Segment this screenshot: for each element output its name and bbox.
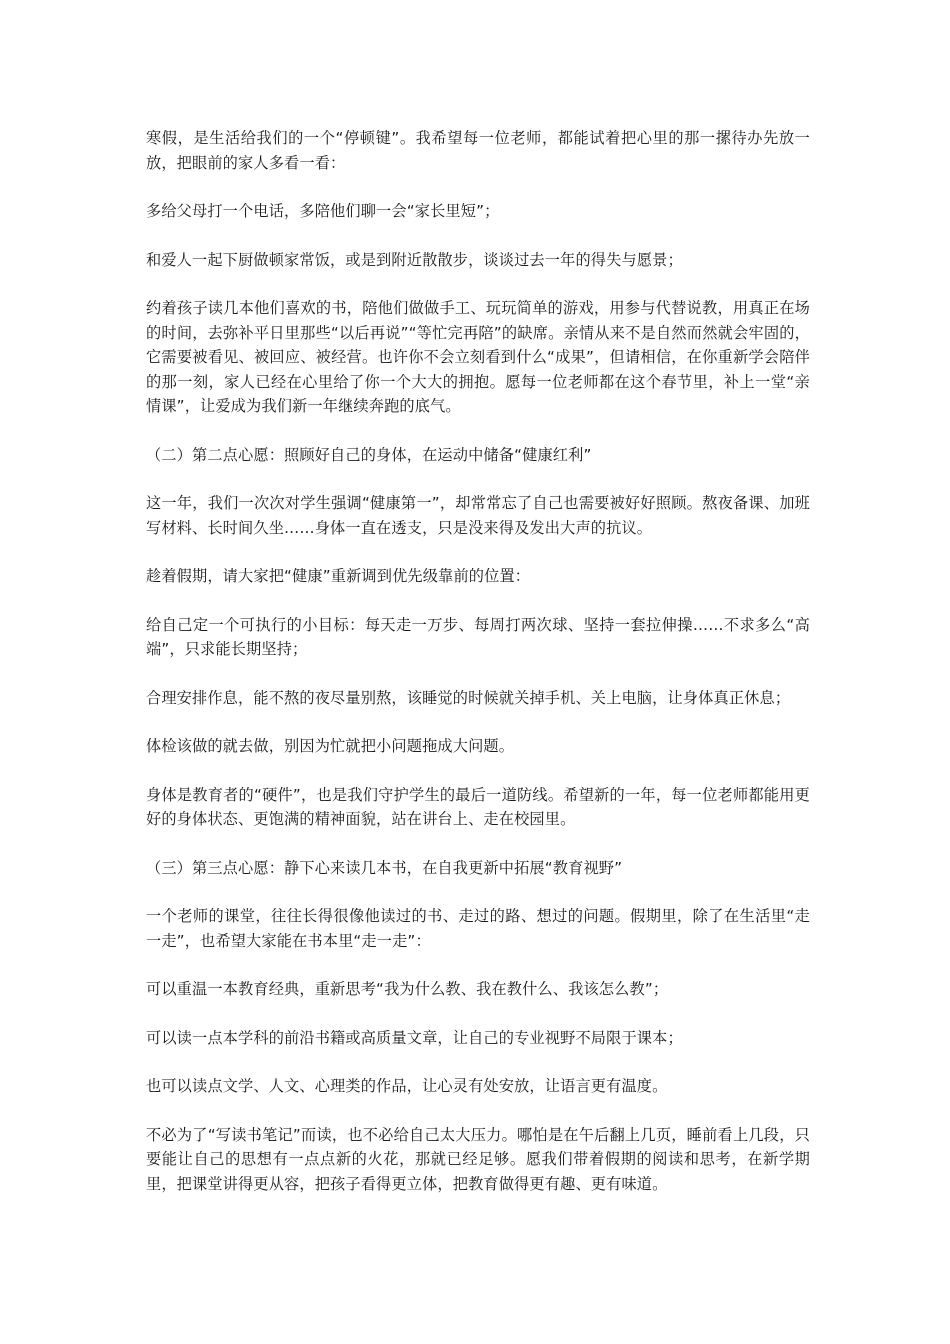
paragraph-literature-reading: 也可以读点文学、人文、心理类的作品，让心灵有处安放，让语言更有温度。 [146,1077,668,1095]
paragraph-rest-schedule: 合理安排作息，能不熬的夜尽量别熬，该睡觉的时候就关掉手机、关上电脑，让身体真正休息； [146,688,791,707]
paragraph-call-parents: 多给父母打一个电话，多陪他们聊一会“家长里短”； [146,202,500,220]
section-heading-second-wish: （二）第二点心愿：照顾好自己的身体，在运动中储备“健康红利” [146,445,592,464]
paragraph-cook-with-spouse: 和爱人一起下厨做顿家常饭，或是到附近散散步，谈谈过去一年的得失与愿景； [146,250,683,269]
paragraph-teacher-classroom: 一个老师的课堂，往往长得很像他读过的书、走过的路、想过的问题。假期里，除了在生活里“走一走”，也希望大家能在书本里“走一走”： [146,907,810,950]
paragraph-health-priority: 趁着假期，请大家把“健康”重新调到优先级靠前的位置： [146,567,531,585]
section-heading-third-wish: （三）第三点心愿：静下心来读几本书，在自我更新中拓展“教育视野” [146,858,623,877]
paragraph-no-pressure-reading: 不必为了“写读书笔记”而读，也不必给自己太大压力。哪怕是在午后翻上几页，睡前看上几段，只要能让自己的思想有一点点新的火花，那就已经足够。愿我们带着假期的阅读和思考，在新学期里，把课堂讲得更从容，把孩子看得更立体，把教育做得更有趣、更有味道。 [146,1125,810,1193]
paragraph-read-with-children: 约着孩子读几本他们喜欢的书，陪他们做做手工、玩玩简单的游戏，用参与代替说教，用真正在场的时间，去弥补平日里那些“以后再说”“等忙完再陪”的缺席。亲情从来不是自然而然就会牢固的，它需要被看见、被回应、被经营。也许你不会立刻看到什么“成果”，但请相信，在你重新学会陪伴的那一刻，家人已经在心里给了你一个大大的拥抱。愿每一位老师都在这个春节里，补上一堂“亲情课”，让爱成为我们新一年继续奔跑的底气。 [146,299,810,415]
paragraph-winter-break-pause: 寒假，是生活给我们的一个“停顿键”。我希望每一位老师，都能试着把心里的那一摞待办先放一放，把眼前的家人多看一看： [146,129,810,172]
paragraph-health-first: 这一年，我们一次次对学生强调“健康第一”，却常常忘了自己也需要被好好照顾。熬夜备课、加班写材料、长时间久坐……身体一直在透支，只是没来得及发出大声的抗议。 [146,494,810,537]
paragraph-frontier-reading: 可以读一点本学科的前沿书籍或高质量文章，让自己的专业视野不局限于课本； [146,1028,683,1047]
paragraph-body-hardware: 身体是教育者的“硬件”，也是我们守护学生的最后一道防线。希望新的一年，每一位老师都能用更好的身体状态、更饱满的精神面貌，站在讲台上、走在校园里。 [146,785,810,828]
paragraph-health-checkup: 体检该做的就去做，别因为忙就把小问题拖成大问题。 [146,737,515,755]
paragraph-small-goals: 给自己定一个可执行的小目标：每天走一万步、每周打两次球、坚持一套拉伸操……不求多么“高端”，只求能长期坚持； [146,615,810,658]
document-body [146,126,810,1220]
paragraph-education-classics: 可以重温一本教育经典，重新思考“我为什么教、我在教什么、我该怎么教”； [146,980,669,998]
